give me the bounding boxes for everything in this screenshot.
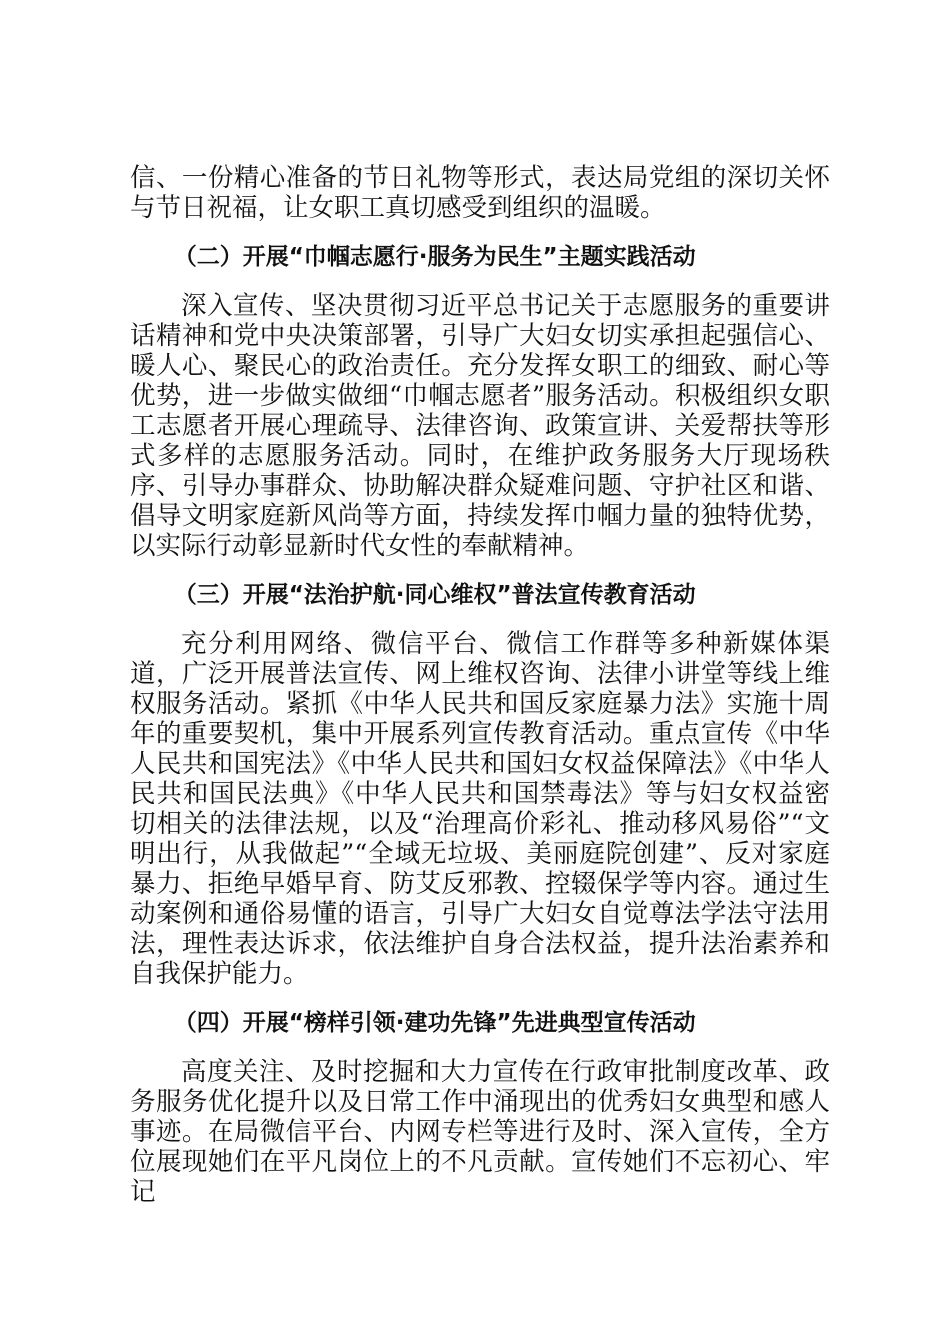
spacer [130, 561, 830, 580]
spacer [130, 610, 830, 629]
spacer [130, 223, 830, 242]
section-heading-4: （四）开展“榜样引领·建功先锋”先进典型宣传活动 [173, 1010, 696, 1036]
spacer [130, 272, 830, 291]
spacer [130, 989, 830, 1008]
section-heading-2: （二）开展“巾帼志愿行·服务为民生”主题实践活动 [173, 244, 696, 270]
body-paragraph-continued: 信、一份精心准备的节日礼物等形式，表达局党组的深切关怀与节日祝福，让女职工真切感受到组织的温暖。 [130, 163, 830, 223]
body-paragraph-role-models: 高度关注、及时挖掘和大力宣传在行政审批制度改革、政务服务优化提升以及日常工作中涌现出的优秀妇女典型和感人事迹。在局微信平台、内网专栏等进行及时、深入宣传，全方位展现她们在平凡岗位上的不凡贡献。宣传她们不忘初心、牢记 [130, 1057, 830, 1207]
body-paragraph-legal: 充分利用网络、微信平台、微信工作群等多种新媒体渠道，广泛开展普法宣传、网上维权咨询、法律小讲堂等线上维权服务活动。紧抓《中华人民共和国反家庭暴力法》实施十周年的重要契机，集中开展系列宣传教育活动。重点宣传《中华人民共和国宪法》《中华人民共和国妇女权益保障法》《中华人民共和国民法典》《中华人民共和国禁毒法》等与妇女权益密切相关的法律法规，以及“治理高价彩礼、推动移风易俗”“文明出行，从我做起”“全域无垃圾、美丽庭院创建”、反对家庭暴力、拒绝早婚早育、防艾反邪教、控辍保学等内容。通过生动案例和通俗易懂的语言，引导广大妇女自觉尊法学法守法用法，理性表达诉求，依法维护自身合法权益，提升法治素养和自我保护能力。 [130, 629, 830, 989]
document-content [130, 163, 830, 1207]
spacer [130, 1038, 830, 1057]
section-heading-3: （三）开展“法治护航·同心维权”普法宣传教育活动 [173, 582, 696, 608]
body-paragraph-volunteer: 深入宣传、坚决贯彻习近平总书记关于志愿服务的重要讲话精神和党中央决策部署，引导广大妇女切实承担起强信心、暖人心、聚民心的政治责任。充分发挥女职工的细致、耐心等优势，进一步做实做细“巾帼志愿者”服务活动。积极组织女职工志愿者开展心理疏导、法律咨询、政策宣讲、关爱帮扶等形式多样的志愿服务活动。同时，在维护政务服务大厅现场秩序、引导办事群众、协助解决群众疑难问题、守护社区和谐、倡导文明家庭新风尚等方面，持续发挥巾帼力量的独特优势，以实际行动彰显新时代女性的奉献精神。 [130, 291, 830, 561]
